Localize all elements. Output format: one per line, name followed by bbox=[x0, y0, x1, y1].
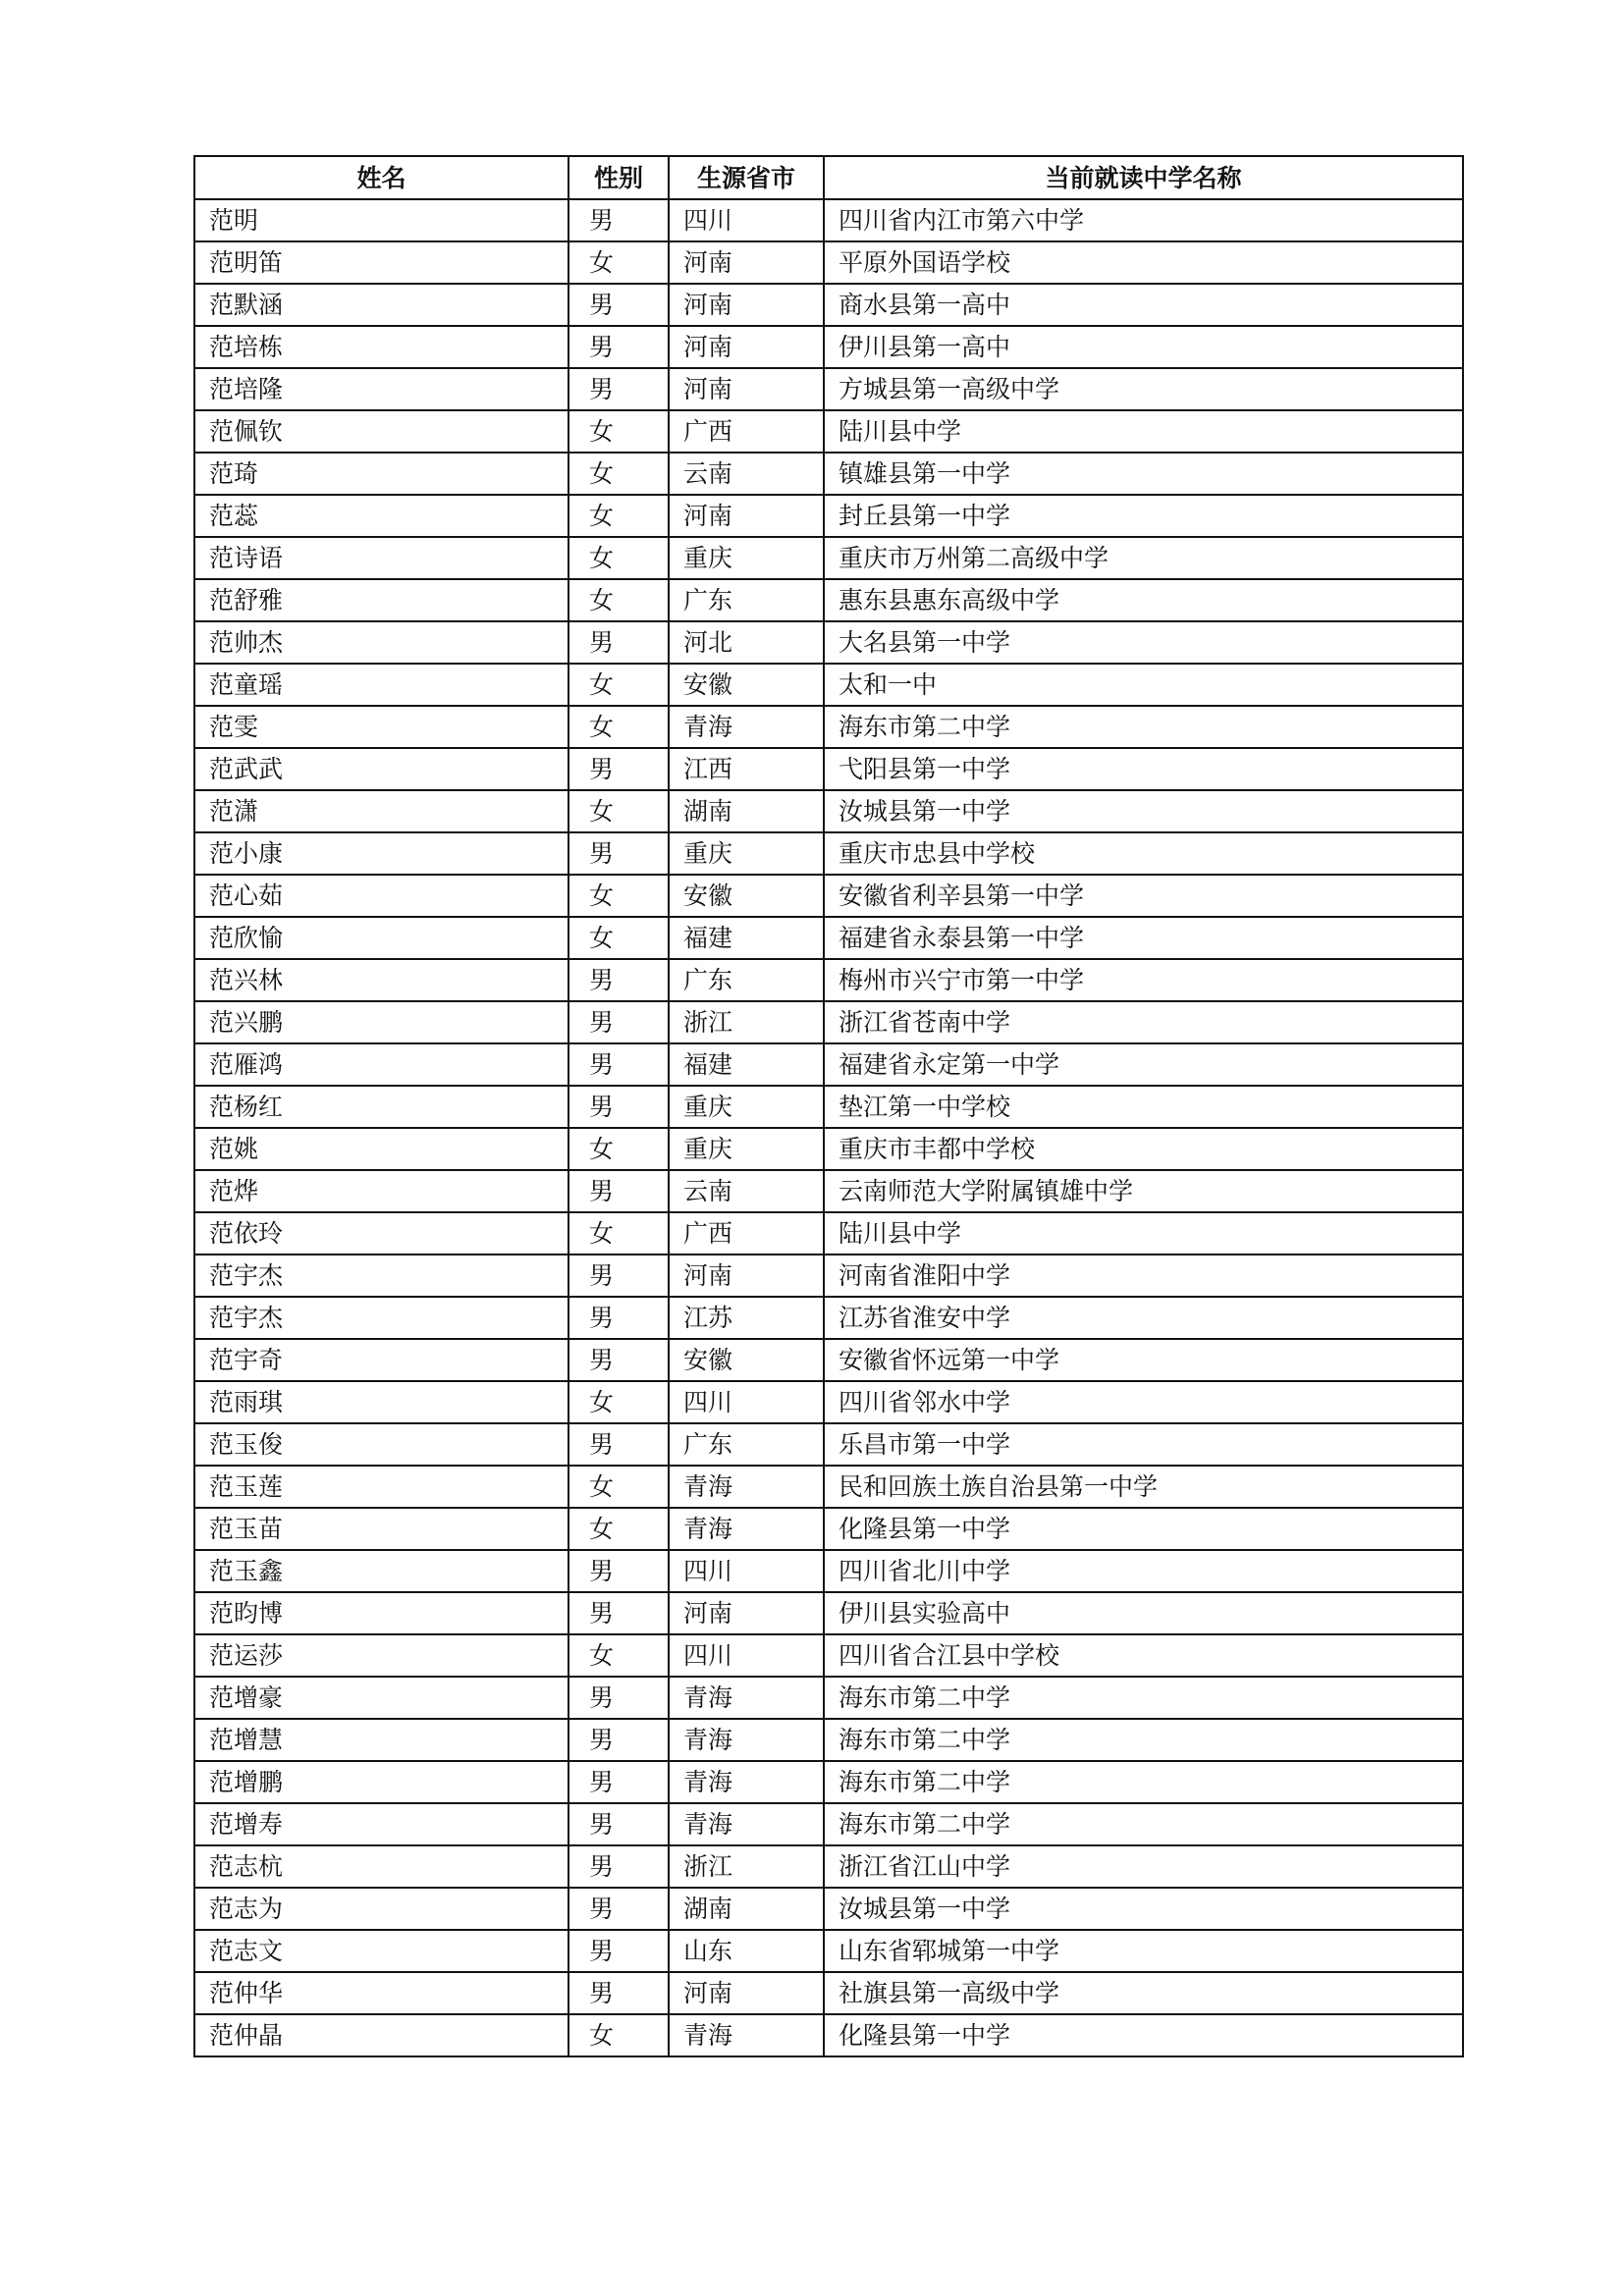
cell-province: 青海 bbox=[669, 1761, 824, 1803]
table-row bbox=[194, 1255, 1463, 1297]
cell-school: 海东市第二中学 bbox=[824, 1719, 1463, 1761]
header-gender: 性别 bbox=[568, 156, 669, 199]
table-row bbox=[194, 199, 1463, 241]
header-school: 当前就读中学名称 bbox=[824, 156, 1463, 199]
cell-gender: 女 bbox=[568, 1634, 669, 1677]
cell-gender: 男 bbox=[568, 1550, 669, 1592]
cell-province: 四川 bbox=[669, 1381, 824, 1423]
cell-school: 重庆市忠县中学校 bbox=[824, 832, 1463, 875]
cell-province: 重庆 bbox=[669, 1086, 824, 1128]
table-row bbox=[194, 959, 1463, 1001]
cell-gender: 女 bbox=[568, 1128, 669, 1170]
cell-name: 范心茹 bbox=[194, 875, 568, 917]
cell-school: 江苏省淮安中学 bbox=[824, 1297, 1463, 1339]
cell-school: 河南省淮阳中学 bbox=[824, 1255, 1463, 1297]
cell-name: 范帅杰 bbox=[194, 621, 568, 664]
cell-name: 范潇 bbox=[194, 790, 568, 832]
cell-school: 汝城县第一中学 bbox=[824, 790, 1463, 832]
cell-school: 福建省永定第一中学 bbox=[824, 1043, 1463, 1086]
cell-name: 范增鹏 bbox=[194, 1761, 568, 1803]
cell-province: 青海 bbox=[669, 1466, 824, 1508]
cell-name: 范佩钦 bbox=[194, 410, 568, 453]
cell-province: 广东 bbox=[669, 959, 824, 1001]
table-row bbox=[194, 1719, 1463, 1761]
table-row bbox=[194, 1086, 1463, 1128]
cell-province: 重庆 bbox=[669, 832, 824, 875]
cell-school: 镇雄县第一中学 bbox=[824, 453, 1463, 495]
cell-name: 范兴林 bbox=[194, 959, 568, 1001]
cell-province: 安徽 bbox=[669, 875, 824, 917]
cell-gender: 男 bbox=[568, 1888, 669, 1930]
cell-name: 范默涵 bbox=[194, 284, 568, 326]
cell-province: 福建 bbox=[669, 1043, 824, 1086]
cell-gender: 男 bbox=[568, 199, 669, 241]
table-row bbox=[194, 1634, 1463, 1677]
table-row bbox=[194, 2014, 1463, 2056]
cell-province: 福建 bbox=[669, 917, 824, 959]
cell-province: 云南 bbox=[669, 1170, 824, 1212]
cell-school: 化隆县第一中学 bbox=[824, 1508, 1463, 1550]
cell-name: 范小康 bbox=[194, 832, 568, 875]
cell-school: 福建省永泰县第一中学 bbox=[824, 917, 1463, 959]
cell-name: 范明笛 bbox=[194, 241, 568, 284]
table-row bbox=[194, 326, 1463, 368]
table-row bbox=[194, 706, 1463, 748]
table-row bbox=[194, 1001, 1463, 1043]
cell-province: 青海 bbox=[669, 706, 824, 748]
cell-province: 湖南 bbox=[669, 1888, 824, 1930]
header-name: 姓名 bbox=[194, 156, 568, 199]
cell-name: 范雁鸿 bbox=[194, 1043, 568, 1086]
cell-gender: 男 bbox=[568, 1972, 669, 2014]
cell-province: 广东 bbox=[669, 579, 824, 621]
cell-name: 范烨 bbox=[194, 1170, 568, 1212]
cell-gender: 女 bbox=[568, 537, 669, 579]
student-table bbox=[193, 155, 1464, 2057]
cell-gender: 女 bbox=[568, 1212, 669, 1255]
cell-gender: 女 bbox=[568, 241, 669, 284]
table-row bbox=[194, 1170, 1463, 1212]
cell-school: 伊川县第一高中 bbox=[824, 326, 1463, 368]
table-row bbox=[194, 1888, 1463, 1930]
cell-school: 惠东县惠东高级中学 bbox=[824, 579, 1463, 621]
cell-gender: 男 bbox=[568, 832, 669, 875]
cell-school: 安徽省利辛县第一中学 bbox=[824, 875, 1463, 917]
cell-school: 社旗县第一高级中学 bbox=[824, 1972, 1463, 2014]
cell-gender: 女 bbox=[568, 1508, 669, 1550]
cell-gender: 女 bbox=[568, 1466, 669, 1508]
cell-name: 范诗语 bbox=[194, 537, 568, 579]
cell-gender: 男 bbox=[568, 1339, 669, 1381]
table-row bbox=[194, 748, 1463, 790]
table-row bbox=[194, 1508, 1463, 1550]
cell-name: 范培隆 bbox=[194, 368, 568, 410]
cell-province: 青海 bbox=[669, 2014, 824, 2056]
cell-school: 梅州市兴宁市第一中学 bbox=[824, 959, 1463, 1001]
cell-school: 四川省内江市第六中学 bbox=[824, 199, 1463, 241]
cell-province: 河南 bbox=[669, 1972, 824, 2014]
cell-school: 海东市第二中学 bbox=[824, 706, 1463, 748]
cell-name: 范仲晶 bbox=[194, 2014, 568, 2056]
table-row bbox=[194, 1972, 1463, 2014]
cell-gender: 男 bbox=[568, 959, 669, 1001]
table-row bbox=[194, 1128, 1463, 1170]
cell-province: 浙江 bbox=[669, 1845, 824, 1888]
cell-province: 青海 bbox=[669, 1677, 824, 1719]
cell-name: 范志文 bbox=[194, 1930, 568, 1972]
cell-gender: 女 bbox=[568, 917, 669, 959]
cell-school: 平原外国语学校 bbox=[824, 241, 1463, 284]
table-row bbox=[194, 1845, 1463, 1888]
cell-name: 范昀博 bbox=[194, 1592, 568, 1634]
cell-gender: 女 bbox=[568, 1381, 669, 1423]
cell-province: 河南 bbox=[669, 1592, 824, 1634]
cell-province: 四川 bbox=[669, 199, 824, 241]
cell-school: 云南师范大学附属镇雄中学 bbox=[824, 1170, 1463, 1212]
table-row bbox=[194, 1803, 1463, 1845]
cell-name: 范增豪 bbox=[194, 1677, 568, 1719]
table-row bbox=[194, 875, 1463, 917]
cell-school: 陆川县中学 bbox=[824, 410, 1463, 453]
cell-gender: 女 bbox=[568, 875, 669, 917]
cell-name: 范蕊 bbox=[194, 495, 568, 537]
cell-school: 大名县第一中学 bbox=[824, 621, 1463, 664]
cell-school: 重庆市丰都中学校 bbox=[824, 1128, 1463, 1170]
cell-school: 垫江第一中学校 bbox=[824, 1086, 1463, 1128]
table-row bbox=[194, 368, 1463, 410]
table-row bbox=[194, 579, 1463, 621]
cell-gender: 男 bbox=[568, 1761, 669, 1803]
table-row bbox=[194, 453, 1463, 495]
cell-gender: 男 bbox=[568, 748, 669, 790]
cell-name: 范舒雅 bbox=[194, 579, 568, 621]
cell-school: 重庆市万州第二高级中学 bbox=[824, 537, 1463, 579]
cell-province: 广西 bbox=[669, 1212, 824, 1255]
cell-province: 四川 bbox=[669, 1550, 824, 1592]
cell-name: 范童瑶 bbox=[194, 664, 568, 706]
cell-province: 江西 bbox=[669, 748, 824, 790]
cell-gender: 男 bbox=[568, 621, 669, 664]
table-row bbox=[194, 284, 1463, 326]
cell-gender: 男 bbox=[568, 1297, 669, 1339]
cell-gender: 男 bbox=[568, 1086, 669, 1128]
cell-gender: 男 bbox=[568, 326, 669, 368]
cell-province: 广西 bbox=[669, 410, 824, 453]
cell-name: 范志为 bbox=[194, 1888, 568, 1930]
cell-gender: 男 bbox=[568, 1043, 669, 1086]
cell-gender: 男 bbox=[568, 1592, 669, 1634]
table-body bbox=[194, 199, 1463, 2056]
cell-school: 商水县第一高中 bbox=[824, 284, 1463, 326]
cell-gender: 女 bbox=[568, 410, 669, 453]
cell-school: 弋阳县第一中学 bbox=[824, 748, 1463, 790]
cell-gender: 男 bbox=[568, 1930, 669, 1972]
cell-gender: 男 bbox=[568, 1719, 669, 1761]
table-row bbox=[194, 832, 1463, 875]
cell-name: 范玉莲 bbox=[194, 1466, 568, 1508]
cell-school: 乐昌市第一中学 bbox=[824, 1423, 1463, 1466]
table-row bbox=[194, 537, 1463, 579]
cell-province: 青海 bbox=[669, 1508, 824, 1550]
cell-province: 重庆 bbox=[669, 537, 824, 579]
cell-gender: 女 bbox=[568, 579, 669, 621]
cell-gender: 男 bbox=[568, 1677, 669, 1719]
cell-school: 太和一中 bbox=[824, 664, 1463, 706]
cell-province: 江苏 bbox=[669, 1297, 824, 1339]
cell-province: 河南 bbox=[669, 368, 824, 410]
cell-name: 范雯 bbox=[194, 706, 568, 748]
table-row bbox=[194, 1043, 1463, 1086]
cell-name: 范仲华 bbox=[194, 1972, 568, 2014]
cell-name: 范武武 bbox=[194, 748, 568, 790]
cell-name: 范宇杰 bbox=[194, 1255, 568, 1297]
cell-gender: 女 bbox=[568, 790, 669, 832]
cell-school: 海东市第二中学 bbox=[824, 1761, 1463, 1803]
cell-province: 广东 bbox=[669, 1423, 824, 1466]
table-header-row bbox=[194, 156, 1463, 199]
cell-province: 重庆 bbox=[669, 1128, 824, 1170]
table-row bbox=[194, 1297, 1463, 1339]
cell-province: 河南 bbox=[669, 326, 824, 368]
cell-province: 河南 bbox=[669, 241, 824, 284]
table-row bbox=[194, 790, 1463, 832]
cell-gender: 男 bbox=[568, 1423, 669, 1466]
cell-school: 海东市第二中学 bbox=[824, 1677, 1463, 1719]
cell-province: 云南 bbox=[669, 453, 824, 495]
cell-province: 四川 bbox=[669, 1634, 824, 1677]
cell-name: 范玉俊 bbox=[194, 1423, 568, 1466]
cell-school: 四川省合江县中学校 bbox=[824, 1634, 1463, 1677]
cell-name: 范志杭 bbox=[194, 1845, 568, 1888]
cell-school: 浙江省苍南中学 bbox=[824, 1001, 1463, 1043]
cell-name: 范依玲 bbox=[194, 1212, 568, 1255]
cell-name: 范杨红 bbox=[194, 1086, 568, 1128]
cell-gender: 男 bbox=[568, 1001, 669, 1043]
cell-name: 范宇杰 bbox=[194, 1297, 568, 1339]
cell-province: 青海 bbox=[669, 1719, 824, 1761]
cell-name: 范培栋 bbox=[194, 326, 568, 368]
cell-school: 四川省北川中学 bbox=[824, 1550, 1463, 1592]
cell-province: 青海 bbox=[669, 1803, 824, 1845]
cell-name: 范玉鑫 bbox=[194, 1550, 568, 1592]
cell-gender: 女 bbox=[568, 453, 669, 495]
cell-school: 山东省郓城第一中学 bbox=[824, 1930, 1463, 1972]
table-row bbox=[194, 1381, 1463, 1423]
cell-gender: 女 bbox=[568, 2014, 669, 2056]
cell-school: 方城县第一高级中学 bbox=[824, 368, 1463, 410]
cell-name: 范明 bbox=[194, 199, 568, 241]
cell-gender: 男 bbox=[568, 1803, 669, 1845]
cell-province: 河北 bbox=[669, 621, 824, 664]
table-row bbox=[194, 410, 1463, 453]
cell-province: 山东 bbox=[669, 1930, 824, 1972]
table-row bbox=[194, 664, 1463, 706]
cell-name: 范增慧 bbox=[194, 1719, 568, 1761]
cell-province: 河南 bbox=[669, 495, 824, 537]
cell-gender: 男 bbox=[568, 284, 669, 326]
cell-province: 河南 bbox=[669, 1255, 824, 1297]
cell-gender: 女 bbox=[568, 664, 669, 706]
cell-school: 伊川县实验高中 bbox=[824, 1592, 1463, 1634]
table-row bbox=[194, 917, 1463, 959]
table-row bbox=[194, 1466, 1463, 1508]
cell-province: 安徽 bbox=[669, 664, 824, 706]
cell-name: 范增寿 bbox=[194, 1803, 568, 1845]
cell-gender: 女 bbox=[568, 706, 669, 748]
cell-school: 陆川县中学 bbox=[824, 1212, 1463, 1255]
cell-province: 河南 bbox=[669, 284, 824, 326]
table-row bbox=[194, 621, 1463, 664]
cell-name: 范宇奇 bbox=[194, 1339, 568, 1381]
cell-province: 湖南 bbox=[669, 790, 824, 832]
table-row bbox=[194, 1550, 1463, 1592]
cell-school: 海东市第二中学 bbox=[824, 1803, 1463, 1845]
cell-province: 安徽 bbox=[669, 1339, 824, 1381]
cell-school: 安徽省怀远第一中学 bbox=[824, 1339, 1463, 1381]
cell-name: 范琦 bbox=[194, 453, 568, 495]
cell-gender: 男 bbox=[568, 368, 669, 410]
cell-gender: 男 bbox=[568, 1845, 669, 1888]
cell-name: 范运莎 bbox=[194, 1634, 568, 1677]
cell-school: 民和回族土族自治县第一中学 bbox=[824, 1466, 1463, 1508]
table-row bbox=[194, 1339, 1463, 1381]
table-row bbox=[194, 1930, 1463, 1972]
cell-province: 浙江 bbox=[669, 1001, 824, 1043]
cell-school: 化隆县第一中学 bbox=[824, 2014, 1463, 2056]
table-row bbox=[194, 1212, 1463, 1255]
cell-name: 范姚 bbox=[194, 1128, 568, 1170]
cell-school: 浙江省江山中学 bbox=[824, 1845, 1463, 1888]
cell-name: 范兴鹏 bbox=[194, 1001, 568, 1043]
table-row bbox=[194, 1423, 1463, 1466]
cell-gender: 男 bbox=[568, 1255, 669, 1297]
cell-school: 封丘县第一中学 bbox=[824, 495, 1463, 537]
cell-name: 范欣愉 bbox=[194, 917, 568, 959]
table-row bbox=[194, 1761, 1463, 1803]
cell-name: 范雨琪 bbox=[194, 1381, 568, 1423]
cell-name: 范玉苗 bbox=[194, 1508, 568, 1550]
cell-gender: 女 bbox=[568, 495, 669, 537]
table-row bbox=[194, 1677, 1463, 1719]
cell-school: 四川省邻水中学 bbox=[824, 1381, 1463, 1423]
cell-school: 汝城县第一中学 bbox=[824, 1888, 1463, 1930]
header-province: 生源省市 bbox=[669, 156, 824, 199]
cell-gender: 男 bbox=[568, 1170, 669, 1212]
table-row bbox=[194, 1592, 1463, 1634]
table-row bbox=[194, 495, 1463, 537]
table-row bbox=[194, 241, 1463, 284]
